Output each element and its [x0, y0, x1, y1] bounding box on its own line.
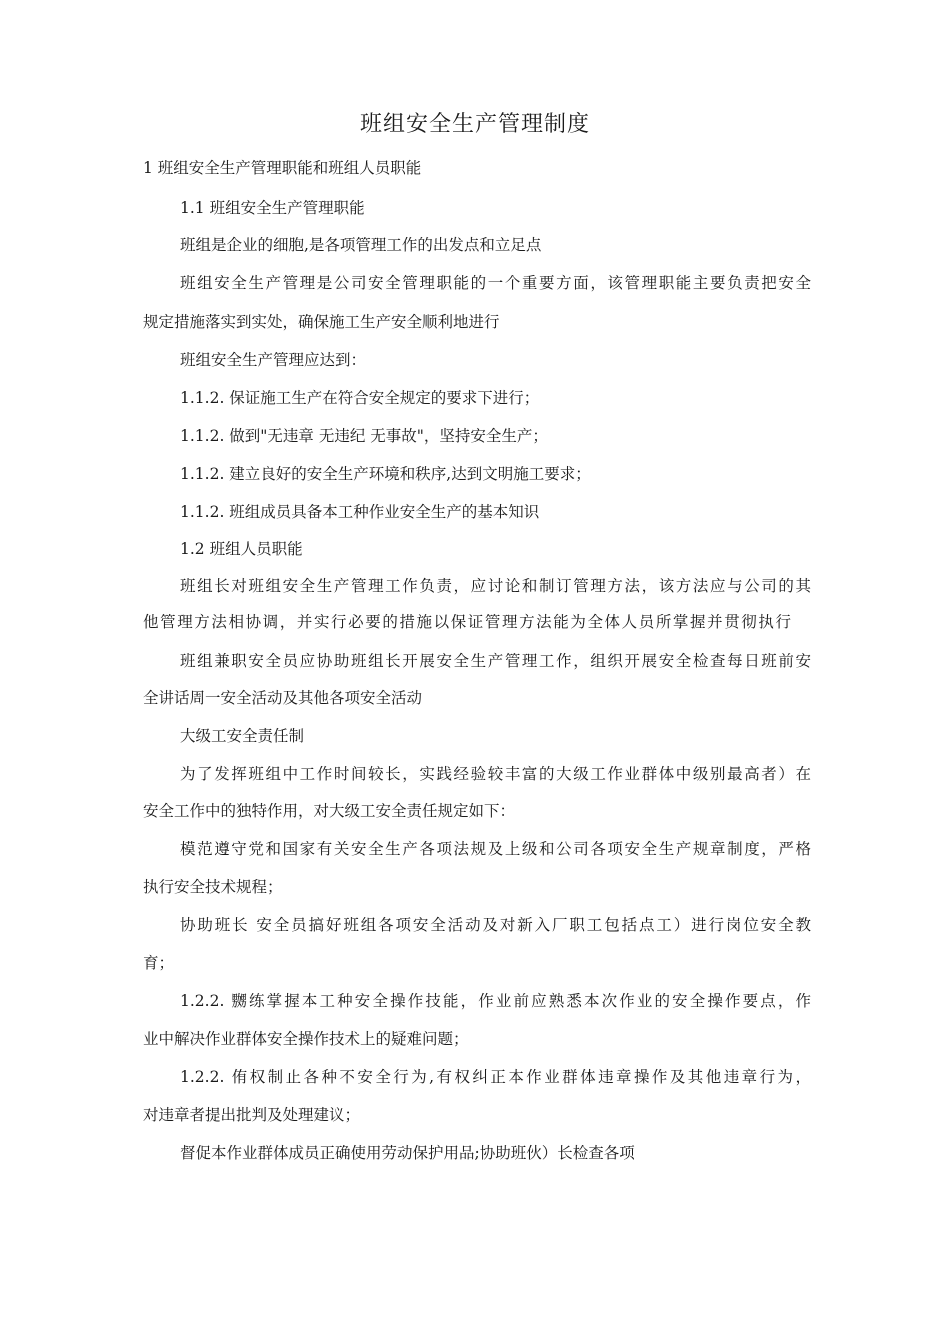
paragraph-line: 育； [143, 954, 175, 972]
paragraph-line: 班组长对班组安全生产管理工作负责，应讨论和制订管理方法，该方法应与公司的其 [180, 577, 811, 595]
paragraph-line: 安全工作中的独特作用，对大级工安全责任规定如下： [143, 802, 516, 820]
subsection-heading-1-2: 1.2 班组人员职能 [180, 540, 303, 558]
paragraph-line: 班组是企业的细胞,是各项管理工作的出发点和立足点 [180, 236, 542, 254]
subsection-heading-1-1: 1.1 班组安全生产管理职能 [180, 199, 365, 217]
section-heading-1: 1 班组安全生产管理职能和班组人员职能 [143, 159, 422, 177]
list-item: 1.1.2. 建立良好的安全生产环境和秩序,达到文明施工要求； [180, 465, 591, 483]
paragraph-line: 规定措施落实到实处，确保施工生产安全顺利地进行 [143, 313, 500, 331]
paragraph-line: 大级工安全责任制 [180, 727, 305, 745]
paragraph-line: 班组安全生产管理是公司安全管理职能的一个重要方面，该管理职能主要负责把安全 [180, 274, 811, 292]
paragraph-line: 协助班长 安全员搞好班组各项安全活动及对新入厂职工包括点工）进行岗位安全教 [180, 916, 811, 934]
list-item: 1.1.2. 做到"无违章 无违纪 无事故"，坚持安全生产； [180, 427, 548, 445]
list-item: 1.1.2. 保证施工生产在符合安全规定的要求下进行； [180, 389, 540, 407]
document-title: 班组安全生产管理制度 [359, 112, 590, 137]
paragraph-line: 执行安全技术规程； [143, 878, 283, 896]
paragraph-line: 督促本作业群体成员正确使用劳动保护用品;协助班伙）长检查各项 [180, 1144, 635, 1162]
paragraph-line: 为了发挥班组中工作时间较长，实践经验较丰富的大级工作业群体中级别最高者）在 [180, 765, 811, 783]
paragraph-line: 业中解决作业群体安全操作技术上的疑难问题； [143, 1030, 469, 1048]
paragraph-line: 全讲话周一安全活动及其他各项安全活动 [143, 689, 423, 707]
paragraph-line: 模范遵守党和国家有关安全生产各项法规及上级和公司各项安全生产规章制度，严格 [180, 840, 811, 858]
paragraph-line: 班组安全生产管理应达到： [180, 351, 367, 369]
paragraph-line: 他管理方法相协调，并实行必要的措施以保证管理方法能为全体人员所掌握并贯彻执行 [143, 613, 791, 631]
paragraph-line: 班组兼职安全员应协助班组长开展安全生产管理工作，组织开展安全检查每日班前安 [180, 652, 811, 670]
list-item: 1.2.2. 侑权制止各种不安全行为,有权纠正本作业群体违章操作及其他违章行为， [180, 1068, 811, 1086]
paragraph-line: 对违章者提出批判及处理建议； [143, 1106, 361, 1124]
list-item: 1.1.2. 班组成员具备本工种作业安全生产的基本知识 [180, 503, 540, 521]
list-item: 1.2.2. 嬲练掌握本工种安全操作技能，作业前应熟悉本次作业的安全操作要点，作 [180, 992, 811, 1010]
